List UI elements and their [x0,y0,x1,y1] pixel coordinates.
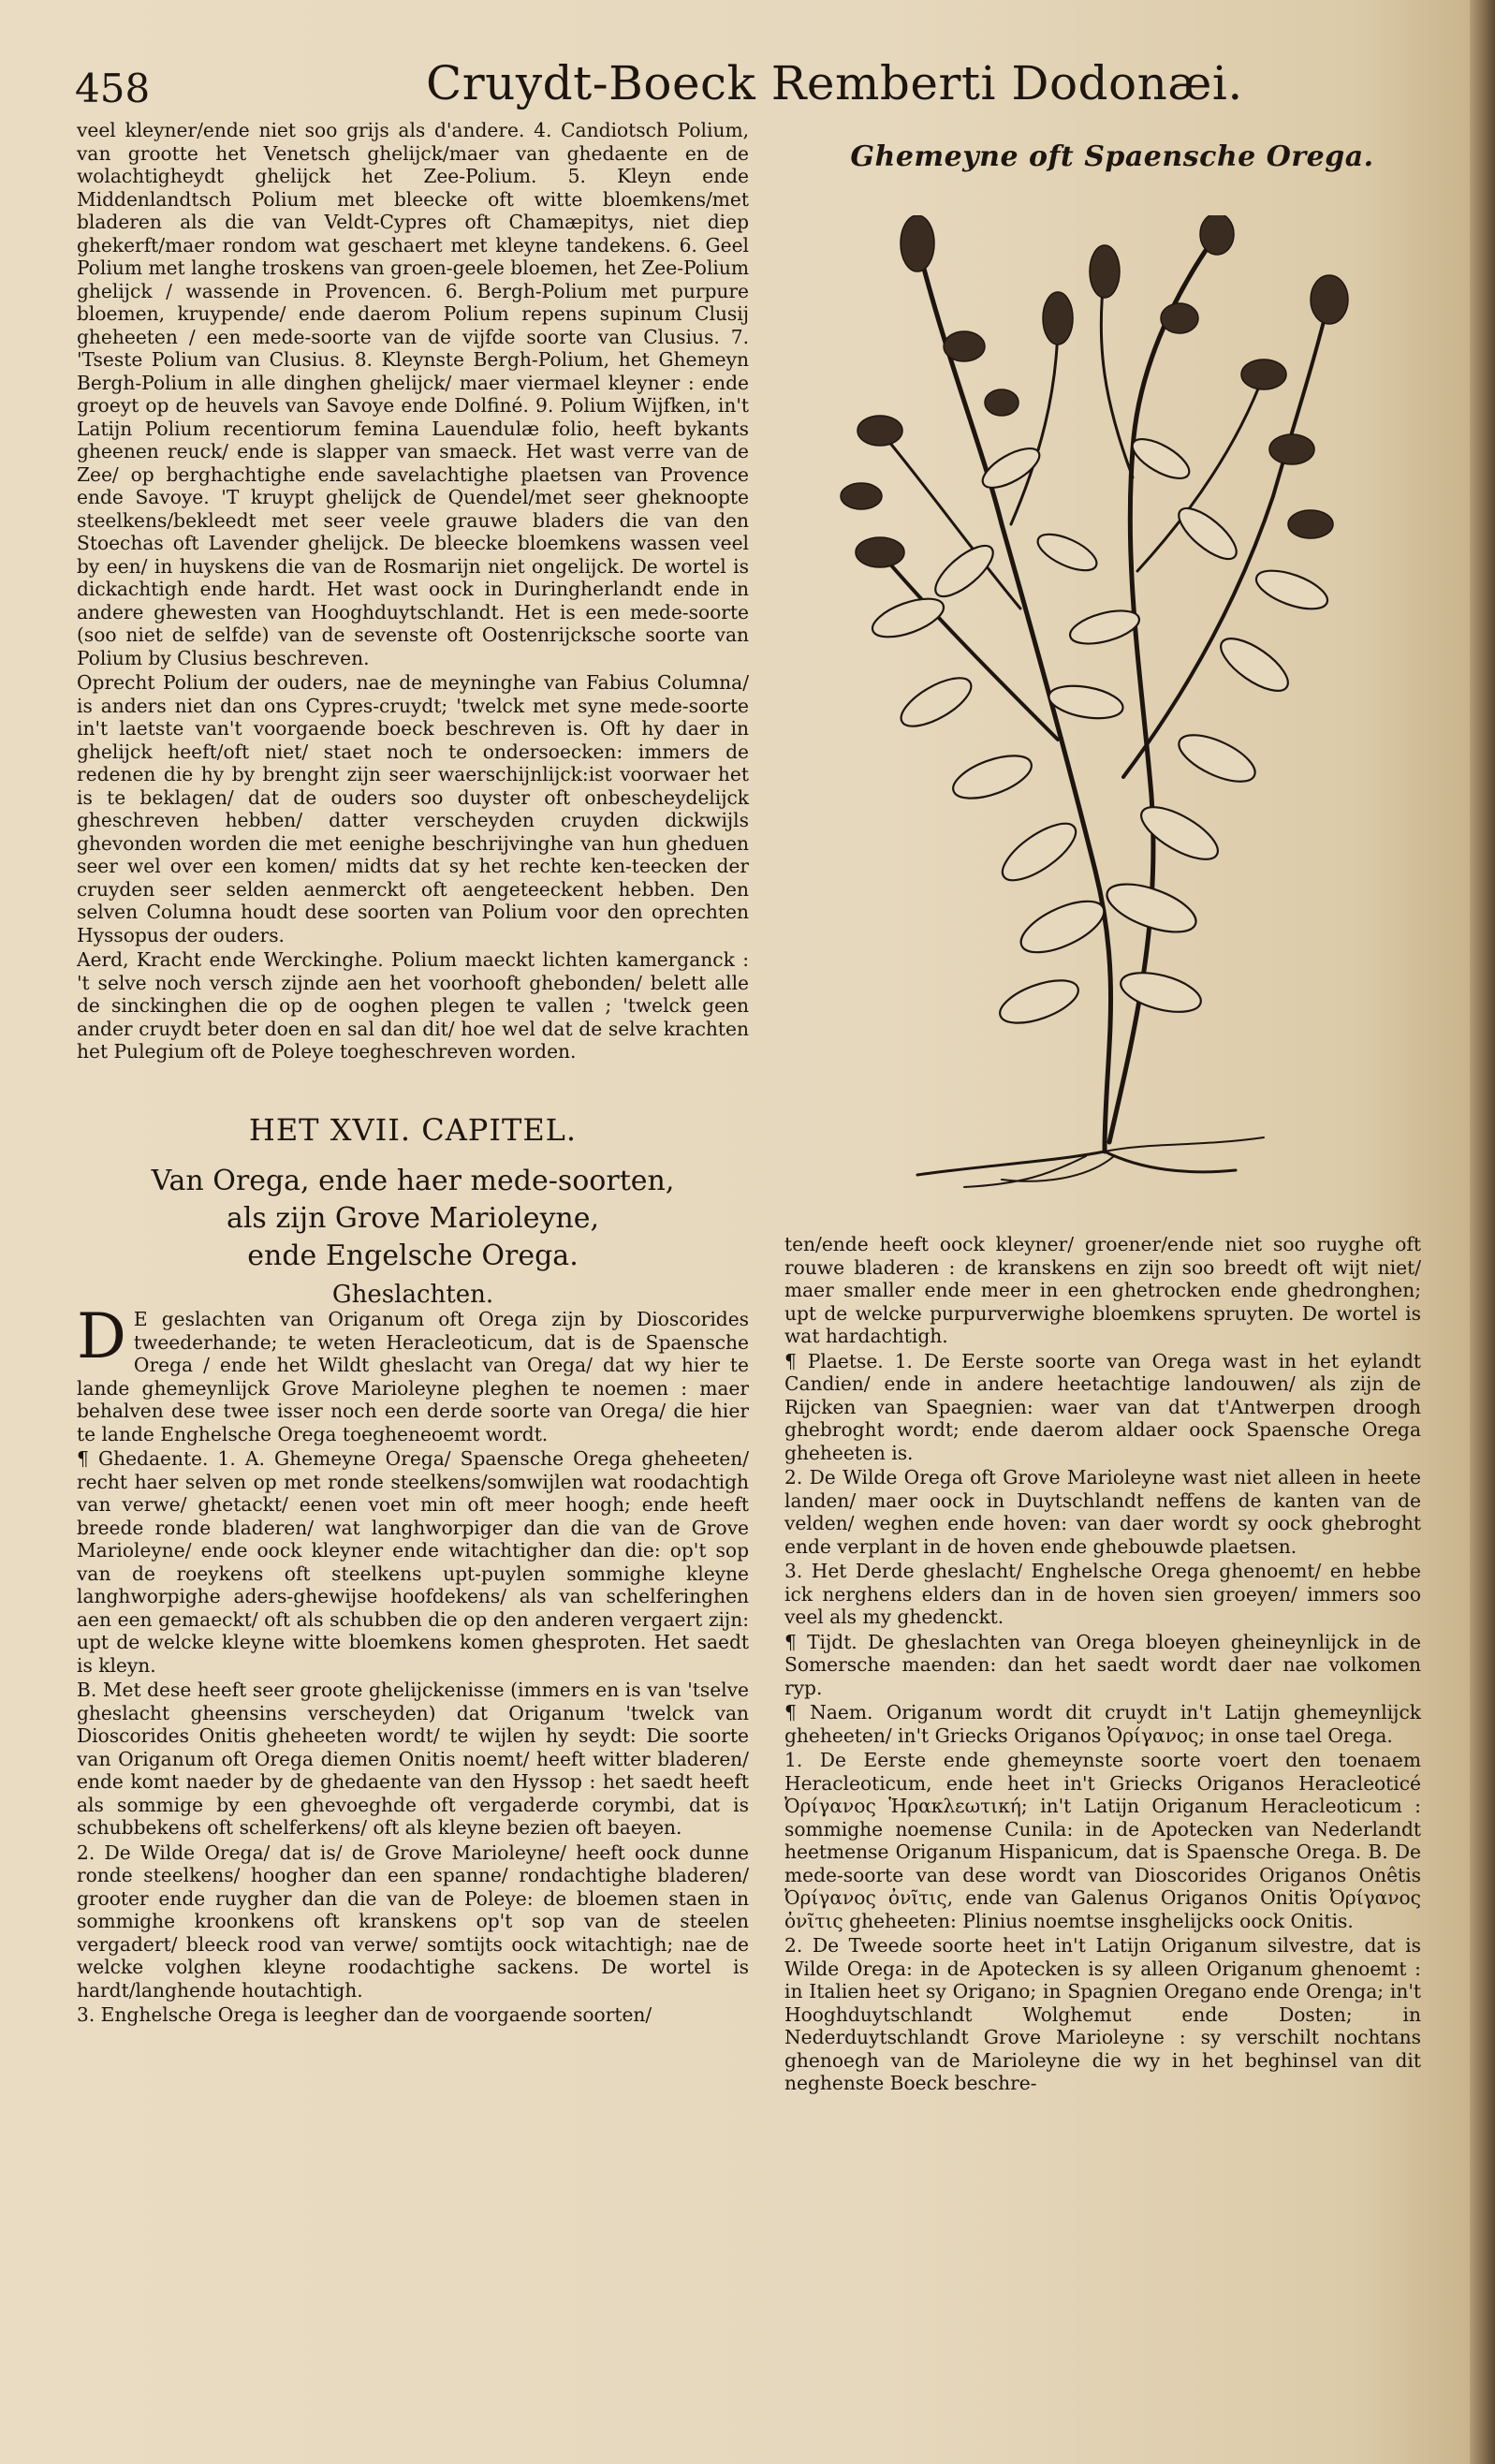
section-heading: Gheslachten. [331,1281,494,1309]
book-binding-edge [1470,0,1495,2464]
drop-cap: D [77,1300,126,1372]
chapter-number: HET XVII. CAPITEL. [248,1112,578,1148]
page-number: 458 [75,66,151,111]
text-paragraph: 1. De Eerste ende ghemeynste soorte voert den toenaem Heracleoticum, ende heet in't Griecks Origanos Heracleoticé Ὀρίγανος Ἡρακλεωτική; in't Latijn Origanum Heracleoticum : sommighe noemense Cunila: in de Apotecken van Nederlandt heetmense Origanum Hispanicum, dat is Spaensche Orega. B. De mede-soorte van dese wordt van Dioscorides Origanos Onêtis Ὀρίγανος ὀνῖτις, ende van Galenus Origanos Onitis Ὀρίγανος ὀνῖτις gheheeten: Plinius noemtse insghelijcks oock Onitis. [784,1749,1421,1932]
illustration-title: Ghemeyne oft Spaensche Orega. [850,140,1374,173]
text-paragraph: ¶ Ghedaente. 1. A. Ghemeyne Orega/ Spaensche Orega gheheeten/ recht haer selven op met ronde steelkens/somwijlen wat roodachtigh van verwe/ ghetackt/ eenen voet min oft meer hoogh; ende heeft breede ronde bladeren/ wat langhworpiger dan die van de Grove Marioleyne/ ende oock kleyner ende witachtigher dan die: op't sop van de roeykens oft steelkens upt-puylen sommighe kleyne langhworpighe aders-ghewijse hoofdekens/ als van schelferinghen aen een gemaeckt/ oft als schubben die op den anderen vergaert zijn: upt de welcke kleyne witte bloemkens komen ghesproten. Het saedt is kleyn. [77,1447,749,1677]
chapter-title-line: ende Engelsche Orega. [247,1239,579,1272]
page-header [75,56,1442,112]
text-paragraph: ¶ Naem. Origanum wordt dit cruydt in't Latijn ghemeynlijck gheheeten/ in't Griecks Origanos Ὀρίγανος; in onse tael Orega. [784,1701,1421,1747]
left-column-top [77,119,749,1065]
running-title: Cruydt-Boeck Remberti Dodonæi. [426,56,1243,110]
text-paragraph: 3. Het Derde gheslacht/ Enghelsche Orega ghenoemt/ en hebbe ick nerghens elders dan in de hoven sien groeyen/ immers soo veel als my ghedenckt. [784,1560,1421,1628]
oregano-woodcut-illustration [824,215,1357,1189]
text-paragraph: veel kleyner/ende niet soo grijs als d'andere. 4. Candiotsch Polium, van grootte het Venetsch ghelijck/maer van ghedaente en de wolachtigheydt ghelijck het Zee-Polium. 5. Kleyn ende Middenlandtsch Polium met bleecke oft witte bloemkens/met bladeren als die van Veldt-Cypres oft Chamæpitys, niet diep ghekerft/maer rondom wat geschaert met kleyne tandekens. 6. Geel Polium met langhe troskens van groen-geele bloemen, het Zee-Polium ghelijck / wassende in Provencen. 6. Bergh-Polium met purpure bloemen, kruypende/ ende daerom Polium repens supinum Clusij gheheeten / een mede-soorte van de vijfde soorte van Clusius. 7. 'Tseste Polium van Clusius. 8. Kleynste Bergh-Polium, het Ghemeyn Bergh-Polium in alle dinghen ghelijck/ maer viermael kleyner : ende groeyt op de heuvels van Savoye ende Dolfiné. 9. Polium Wijfken, in't Latijn Polium recentiorum femina Lauendulæ folio, heeft bykants gheenen reuck/ ende is slapper van smaeck. Het wast verre van de Zee/ op berghachtighe ende savelachtighe plaetsen van Provence ende Savoye. 'T kruypt ghelijck de Quendel/met seer gheknoopte steelkens/bekleedt met seer veele grauwe bladers die van den Stoechas oft Lavender ghelijck. De bleecke bloemkens wassen veel by een/ in huyskens die van de Rosmarijn niet ongelijck. De wortel is dickachtigh ende hardt. Het wast oock in Duringherlandt ende in andere ghewesten van Hooghduytschlandt. Het is een mede-soorte (soo niet de selfde) van de sevenste oft Oostenrijcksche soorte van Polium by Clusius beschreven. [77,119,749,669]
text-paragraph [77,1300,749,1445]
chapter-title-line: als zijn Grove Marioleyne, [226,1202,600,1235]
text-paragraph: B. Met dese heeft seer groote ghelijckenisse (immers en is van 'tselve gheslacht gheensins verscheyden) dat Origanum 'twelck van Dioscorides Onitis gheheeten wordt/ te wijlen hy seydt: Die soorte van Origanum oft Orega diemen Onitis noemt/ heeft witter bladeren/ ende komt naeder by de ghedaente van den Hyssop : het saedt heeft als sommige by een ghevoeghde oft vergaderde corymbi, dat is schubbekens oft schelferkens/ oft als kleyne bezien oft baeyen. [77,1679,749,1839]
text-paragraph: ¶ Tijdt. De gheslachten van Orega bloeyen gheineynlijck in de Somersche maenden: dan het saedt wordt daer nae volkomen ryp. [784,1630,1421,1699]
left-column-bottom [77,1300,749,2029]
chapter-title [77,1163,749,1275]
right-column [784,1233,1421,2097]
text-paragraph: 2. De Wilde Orega/ dat is/ de Grove Marioleyne/ heeft oock dunne ronde steelkens/ hoogher dan een spanne/ rondachtighe bladeren/ grooter ende ruygher dan die van de Poleye: de bloemen staen in sommighe kroonkens oft kranskens op't sop van de steelen vergadert/ bleeck rood van verwe/ somtijts oock witachtigh; nae de welcke volghen kleyne roodachtighe sackens. De wortel is hardt/langhende houtachtigh. [77,1841,749,2002]
text-paragraph: Oprecht Polium der ouders, nae de meyninghe van Fabius Columna/ is anders niet dan ons Cypres-cruydt; 'twelck met syne mede-soorte in't laetste van't voorgaende boeck beschreven is. Oft hy daer in ghelijck heeft/oft niet/ staet noch te ondersoecken: immers de redenen die hy by brenght zijn seer waerschijnlijck:ist voorwaer het is te beklagen/ dat de ouders soo duyster oft onbescheydelijck gheschreven hebben/ datter verscheyden cruyden dickwijls ghevonden worden die met eenighe beschrijvinghe van hun gheduen seer wel over een komen/ midts dat sy het rechte ken-teecken der cruyden seer selden aenmerckt oft aengeteeckent hebben. Den selven Columna houdt dese soorten van Polium voor den oprechten Hyssopus der ouders. [77,671,749,946]
text-paragraph: 2. De Tweede soorte heet in't Latijn Origanum silvestre, dat is Wilde Orega: in de Apotecken is sy alleen Origanum ghenoemt : in Italien heet sy Origano; in Spagnien Oregano ende Orenga; in't Hooghduytschlandt Wolghemut ende Dosten; in Nederduytschlandt Grove Marioleyne : sy verschilt nochtans ghenoegh van de Marioleyne die wy in het beghinsel van dit neghenste Boeck beschre- [784,1934,1421,2094]
text-paragraph: 2. De Wilde Orega oft Grove Marioleyne wast niet alleen in heete landen/ maer oock in Duytschlandt neffens de kanten van de velden/ weghen ende hoven: van daer wordt sy oock ghebroght ende verplant in de hoven ende ghebouwde plaetsen. [784,1466,1421,1558]
text-paragraph: ten/ende heeft oock kleyner/ groener/ende niet soo ruyghe oft rouwe bladeren : de kranskens en zijn soo breedt oft wijt niet/ maer smaller ende meer in een ghetrocken ende ghedronghen; upt de welcke purpurverwighe bloemkens spruyten. De wortel is wat hardachtigh. [784,1233,1421,1347]
text-paragraph: Aerd, Kracht ende Werckinghe. Polium maeckt lichten kamerganck : 't selve noch versch zijnde aen het voorhooft ghebonden/ belett alle de sinckinghen die op de ooghen plegen te vallen ; 'twelck geen ander cruydt beter doen en sal dan dit/ hoe wel dat de selve krachten het Pulegium oft de Poleye toegheschreven worden. [77,948,749,1063]
text-paragraph: ¶ Plaetse. 1. De Eerste soorte van Orega wast in het eylandt Candien/ ende in andere heetachtige landouwen/ als zijn de Rijcken van Spaegnien: waer van dat t'Antwerpen droogh ghebroght wordt; ende daerom aldaer oock Spaensche Orega gheheeten is. [784,1349,1421,1464]
paragraph-text: E geslachten van Origanum oft Orega zijn by Dioscorides tweederhande; te weten Heracleoticum, dat is de Spaensche Orega / ende het Wildt gheslacht van Orega/ dat wy hier te lande ghemeynlijck Grove Marioleyne pleghen te noemen : maer behalven dese twee isser noch een derde soorte van Orega/ die hier te lande Enghelsche Orega toegheneoemt wordt. [77,1308,749,1445]
chapter-title-line: Van Orega, ende haer mede-soorten, [151,1165,675,1197]
text-paragraph: 3. Enghelsche Orega is leegher dan de voorgaende soorten/ [77,2003,652,2026]
